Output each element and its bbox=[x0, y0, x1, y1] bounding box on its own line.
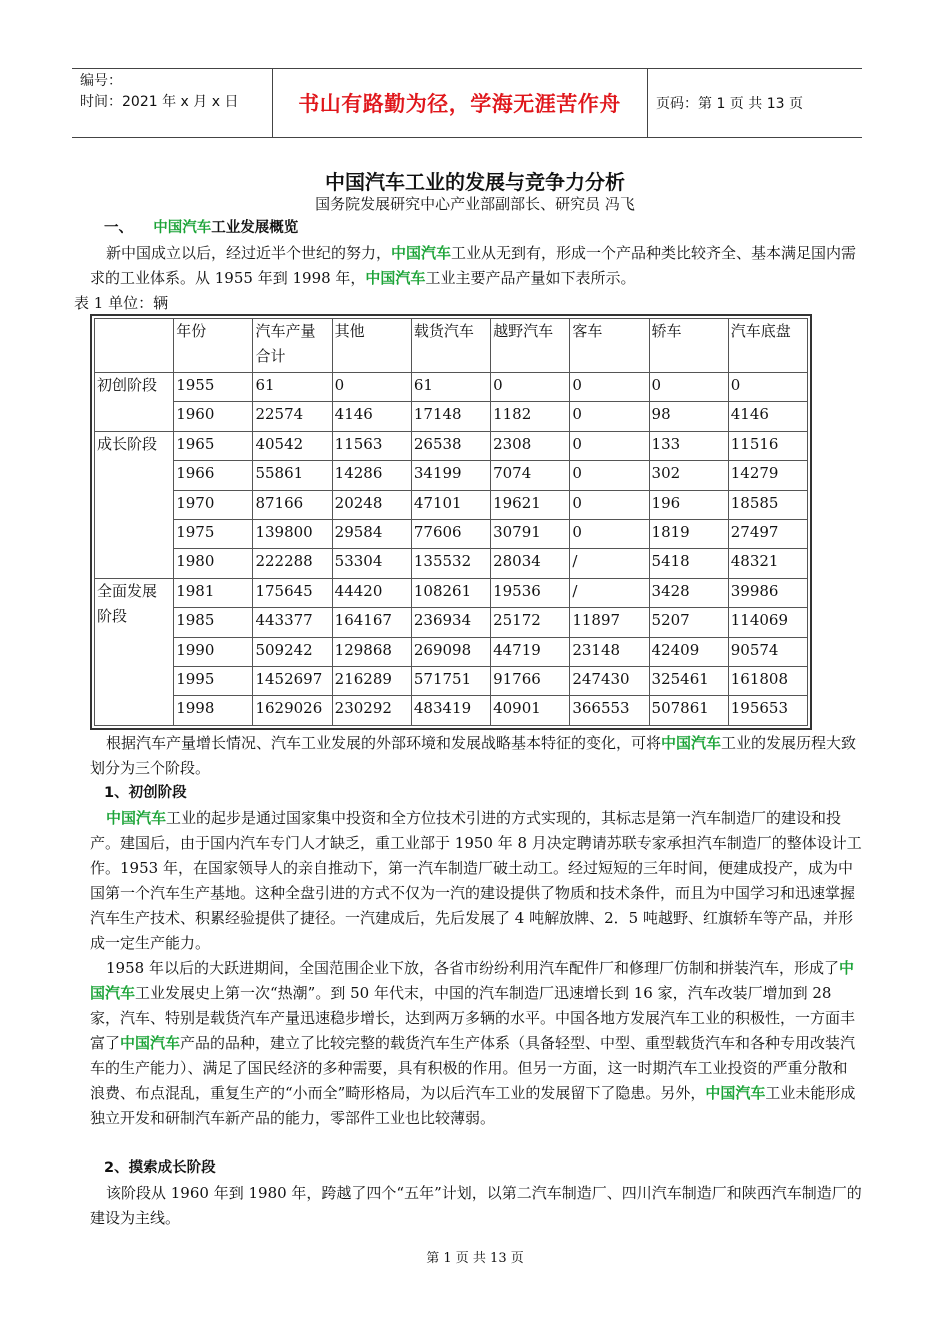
section-number: 一、 bbox=[104, 220, 133, 236]
table-header-cell: 汽车底盘 bbox=[728, 319, 807, 373]
table-cell: 42409 bbox=[649, 637, 728, 666]
table-cell: 5418 bbox=[649, 549, 728, 578]
table-cell: 325461 bbox=[649, 667, 728, 696]
text-run: 根据汽车产量增长情况、汽车工业发展的外部环境和发展战略基本特征的变化，可将 bbox=[106, 734, 662, 752]
table-cell: 196 bbox=[649, 490, 728, 519]
table-cell: 90574 bbox=[728, 637, 807, 666]
highlight-term: 中国汽车 bbox=[661, 734, 722, 752]
highlight-term: 中国汽车 bbox=[391, 244, 452, 262]
section-heading-1 bbox=[104, 216, 876, 241]
table-cell: 571751 bbox=[411, 667, 490, 696]
table-header-cell: 越野汽车 bbox=[491, 319, 570, 373]
table-cell: 40542 bbox=[253, 431, 332, 460]
table-cell: 30791 bbox=[491, 520, 570, 549]
page-footer: 第 1 页 共 13 页 bbox=[426, 1251, 524, 1266]
highlight-term: 中国汽车 bbox=[90, 959, 854, 1002]
table-row bbox=[95, 520, 808, 549]
highlight-term: 中国汽车 bbox=[153, 220, 212, 236]
table-cell: 47101 bbox=[411, 490, 490, 519]
table-cell: 0 bbox=[728, 373, 807, 402]
table-cell: 34199 bbox=[411, 461, 490, 490]
paragraph-growth: 该阶段从 1960 年到 1980 年，跨越了四个“五年”计划，以第二汽车制造厂、四川汽车制造厂和陕西汽车制造厂的建设为主线。 bbox=[90, 1184, 862, 1227]
table-cell: 139800 bbox=[253, 520, 332, 549]
table-cell: 2308 bbox=[491, 431, 570, 460]
paragraph-founding bbox=[90, 806, 862, 956]
header-meta bbox=[72, 69, 272, 137]
table-cell: 7074 bbox=[491, 461, 570, 490]
table-cell: 1955 bbox=[174, 373, 253, 402]
text-run: 1958 年以后的大跃进期间，全国范围企业下放，各省市纷纷利用汽车配件厂和修理厂仿制和拼装汽车，形成了 bbox=[106, 959, 839, 977]
table-cell: 114069 bbox=[728, 608, 807, 637]
text-run: 工业未能形成独立开发和研制汽车新产品的能力，零部件工业也比较薄弱。 bbox=[90, 1084, 856, 1127]
table-row bbox=[95, 549, 808, 578]
table-row bbox=[95, 637, 808, 666]
table-cell: 0 bbox=[570, 402, 649, 431]
table-cell: 1452697 bbox=[253, 667, 332, 696]
table-row bbox=[95, 373, 808, 402]
text-run: 工业的起步是通过国家集中投资和全方位技术引进的方式实现的，其标志是第一汽车制造厂的建设和投产。建国后，由于国内汽车专门人才缺乏，重工业部于 1950 年 8 月决定聘请苏联专家承担汽车制造厂的整体设计工作。1953 年，在国家领导人的亲自推动下，第一汽车制造厂破土动工。经过短短的三年时间，便建成投产，成为中国第一个汽车生产基地。这种全盘引进的方式不仅为一汽的建设提供了物质和技术条件，而且为中国学习和迅速掌握汽车生产技术、积累经验提供了捷径。一汽建成后，先后发展了 4 吨解放牌、2．5 吨越野、红旗轿车等产品，并形成一定生产能力。 bbox=[90, 809, 862, 952]
table-cell: 161808 bbox=[728, 667, 807, 696]
text-run: 工业主要产品产量如下表所示。 bbox=[425, 269, 636, 287]
table-cell: 28034 bbox=[491, 549, 570, 578]
table-cell: 5207 bbox=[649, 608, 728, 637]
table-cell: 302 bbox=[649, 461, 728, 490]
table-cell: 0 bbox=[332, 373, 411, 402]
table-cell: 11563 bbox=[332, 431, 411, 460]
table-header-cell bbox=[95, 319, 174, 373]
table-cell: 11897 bbox=[570, 608, 649, 637]
table-row bbox=[95, 461, 808, 490]
table-cell: 20248 bbox=[332, 490, 411, 519]
table-cell: 77606 bbox=[411, 520, 490, 549]
table-cell: 108261 bbox=[411, 578, 490, 607]
table-row bbox=[95, 490, 808, 519]
table-cell: 1980 bbox=[174, 549, 253, 578]
highlight-term: 中国汽车 bbox=[120, 1034, 181, 1052]
table-cell: 22574 bbox=[253, 402, 332, 431]
table-cell: 98 bbox=[649, 402, 728, 431]
table-cell: 48321 bbox=[728, 549, 807, 578]
table-cell: 27497 bbox=[728, 520, 807, 549]
table-row bbox=[95, 696, 808, 726]
table-cell: 1995 bbox=[174, 667, 253, 696]
page-title: 中国汽车工业的发展与竞争力分析 bbox=[325, 170, 625, 194]
table-cell: 44420 bbox=[332, 578, 411, 607]
paragraph-stages bbox=[90, 731, 862, 781]
table-cell: 509242 bbox=[253, 637, 332, 666]
table-cell: 55861 bbox=[253, 461, 332, 490]
table-cell: 11516 bbox=[728, 431, 807, 460]
production-table-grid bbox=[94, 318, 808, 726]
table-cell: 17148 bbox=[411, 402, 490, 431]
table-cell: 1970 bbox=[174, 490, 253, 519]
table-cell: 247430 bbox=[570, 667, 649, 696]
table-cell: 4146 bbox=[728, 402, 807, 431]
table-cell: 175645 bbox=[253, 578, 332, 607]
section-title: 工业发展概览 bbox=[211, 220, 299, 236]
table-row bbox=[95, 402, 808, 431]
table-cell: 164167 bbox=[332, 608, 411, 637]
time-label: 时间：2021 年 x 月 x 日 bbox=[80, 94, 239, 110]
header-page-info: 页码：第 1 页 共 13 页 bbox=[656, 96, 803, 112]
table-row bbox=[95, 431, 808, 460]
table-cell: / bbox=[570, 578, 649, 607]
table-cell: 222288 bbox=[253, 549, 332, 578]
table-cell: 230292 bbox=[332, 696, 411, 726]
table-cell: 129868 bbox=[332, 637, 411, 666]
text-run: 产品的品种，建立了比较完整的载货汽车生产体系（具备轻型、中型、重型载货汽车和各种专用改装汽车的生产能力）、满足了国民经济的多种需要，具有积极的作用。但另一方面，这一时期汽车工业投资的严重分散和浪费、布点混乱，重复生产的“小而全”畸形格局，为以后汽车工业的发展留下了隐患。另外， bbox=[90, 1034, 856, 1102]
stage-cell: 全面发展阶段 bbox=[95, 578, 174, 725]
paragraph-intro bbox=[90, 241, 862, 291]
table-header-row bbox=[95, 319, 808, 373]
table-cell: 1990 bbox=[174, 637, 253, 666]
table-cell: 0 bbox=[570, 520, 649, 549]
highlight-term: 中国汽车 bbox=[705, 1084, 766, 1102]
table-cell: / bbox=[570, 549, 649, 578]
table-cell: 1998 bbox=[174, 696, 253, 726]
text-run: 工业发展史上第一次“热潮”。到 50 年代末，中国的汽车制造厂迅速增长到 16 家，汽车改装厂增加到 28 家，汽车、特别是载货汽车产量迅速稳步增长，达到两万多辆的水平。中国各地方发展汽车工业的积极性，一方面丰富了 bbox=[90, 984, 856, 1052]
highlight-term: 中国汽车 bbox=[365, 269, 426, 287]
text-run: 工业从无到有，形成一个产品种类比较齐全、基本满足国内需求的工业体系。从 1955 年到 1998 年， bbox=[90, 244, 857, 287]
table-cell: 1182 bbox=[491, 402, 570, 431]
table-cell: 14279 bbox=[728, 461, 807, 490]
stage-cell: 初创阶段 bbox=[95, 373, 174, 432]
table-cell: 4146 bbox=[332, 402, 411, 431]
table-cell: 0 bbox=[570, 431, 649, 460]
table-cell: 1985 bbox=[174, 608, 253, 637]
table-cell: 195653 bbox=[728, 696, 807, 726]
table-cell: 133 bbox=[649, 431, 728, 460]
number-label: 编号： bbox=[80, 73, 122, 89]
table-cell: 44719 bbox=[491, 637, 570, 666]
table-cell: 0 bbox=[649, 373, 728, 402]
table-header-cell: 客车 bbox=[570, 319, 649, 373]
table-cell: 40901 bbox=[491, 696, 570, 726]
table-cell: 1629026 bbox=[253, 696, 332, 726]
header-divider bbox=[647, 69, 648, 137]
subsection-heading-2: 2、摸索成长阶段 bbox=[104, 1160, 216, 1176]
table-cell: 87166 bbox=[253, 490, 332, 519]
table-header-cell: 汽车产量合计 bbox=[253, 319, 332, 373]
table-cell: 29584 bbox=[332, 520, 411, 549]
table-cell: 216289 bbox=[332, 667, 411, 696]
table-caption: 表 1 单位：辆 bbox=[74, 294, 169, 312]
table-header-cell: 年份 bbox=[174, 319, 253, 373]
table-cell: 18585 bbox=[728, 490, 807, 519]
table-cell: 135532 bbox=[411, 549, 490, 578]
table-cell: 19536 bbox=[491, 578, 570, 607]
table-cell: 236934 bbox=[411, 608, 490, 637]
text-run: 新中国成立以后，经过近半个世纪的努力， bbox=[106, 244, 392, 262]
table-cell: 269098 bbox=[411, 637, 490, 666]
table-header-cell: 载货汽车 bbox=[411, 319, 490, 373]
document-header bbox=[72, 68, 862, 138]
table-cell: 1965 bbox=[174, 431, 253, 460]
table-cell: 91766 bbox=[491, 667, 570, 696]
paragraph-great-leap bbox=[90, 956, 862, 1131]
table-cell: 1960 bbox=[174, 402, 253, 431]
table-cell: 1975 bbox=[174, 520, 253, 549]
stage-cell: 成长阶段 bbox=[95, 431, 174, 578]
table-row bbox=[95, 667, 808, 696]
header-motto: 书山有路勤为径，学海无涯苦作舟 bbox=[298, 92, 621, 116]
table-cell: 61 bbox=[411, 373, 490, 402]
subsection-heading-1: 1、初创阶段 bbox=[104, 785, 187, 801]
table-header-cell: 其他 bbox=[332, 319, 411, 373]
table-cell: 23148 bbox=[570, 637, 649, 666]
table-cell: 0 bbox=[491, 373, 570, 402]
author-line: 国务院发展研究中心产业部副部长、研究员 冯飞 bbox=[315, 195, 635, 213]
table-row bbox=[95, 578, 808, 607]
table-cell: 3428 bbox=[649, 578, 728, 607]
table-cell: 61 bbox=[253, 373, 332, 402]
table-cell: 26538 bbox=[411, 431, 490, 460]
table-cell: 0 bbox=[570, 490, 649, 519]
table-cell: 0 bbox=[570, 461, 649, 490]
table-cell: 14286 bbox=[332, 461, 411, 490]
table-header-cell: 轿车 bbox=[649, 319, 728, 373]
table-cell: 1966 bbox=[174, 461, 253, 490]
table-cell: 1819 bbox=[649, 520, 728, 549]
production-table bbox=[90, 314, 812, 730]
highlight-term: 中国汽车 bbox=[106, 809, 167, 827]
table-cell: 507861 bbox=[649, 696, 728, 726]
table-cell: 443377 bbox=[253, 608, 332, 637]
table-cell: 53304 bbox=[332, 549, 411, 578]
table-cell: 39986 bbox=[728, 578, 807, 607]
table-cell: 25172 bbox=[491, 608, 570, 637]
table-cell: 1981 bbox=[174, 578, 253, 607]
table-cell: 19621 bbox=[491, 490, 570, 519]
text-run: 工业的发展历程大致划分为三个阶段。 bbox=[90, 734, 857, 777]
table-cell: 0 bbox=[570, 373, 649, 402]
table-row bbox=[95, 608, 808, 637]
table-cell: 366553 bbox=[570, 696, 649, 726]
table-cell: 483419 bbox=[411, 696, 490, 726]
